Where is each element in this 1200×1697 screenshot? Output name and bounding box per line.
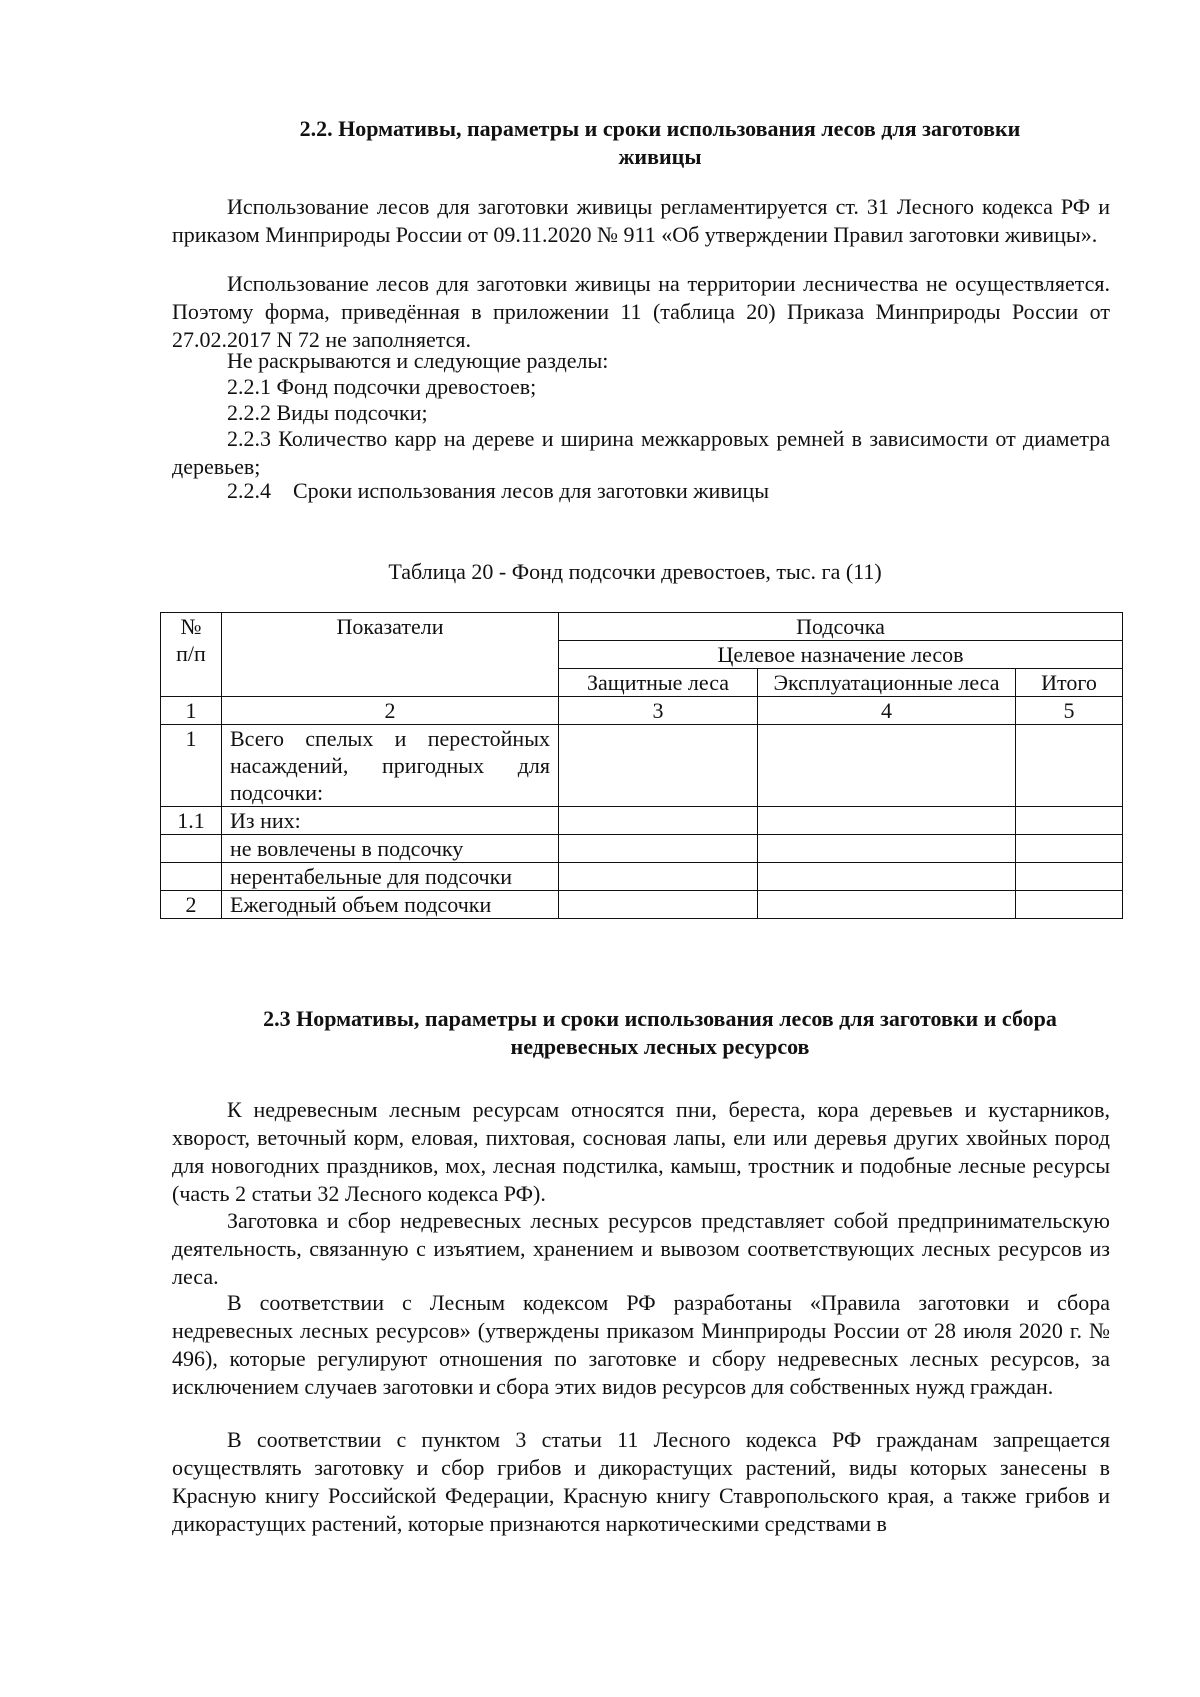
paragraph-entrepreneurial-activity: Заготовка и сбор недревесных лесных ресурсов представляет собой предпринимательскую деятельность, связанную с изъятием, хранением и вывозом соответствующих лесных ресурсов из леса. xyxy=(172,1208,1110,1289)
line-2-2-1: 2.2.1 Фонд подсочки древостоев; xyxy=(227,374,537,399)
section-2-2-heading xyxy=(240,115,1080,171)
empty-cell xyxy=(1016,863,1123,891)
row-label: Всего спелых и перестойных насаждений, пригодных для подсочки: xyxy=(222,725,559,807)
paragraph-red-book-prohibition: В соответствии с пунктом 3 статьи 11 Лесного кодекса РФ гражданам запрещается осуществлять заготовку и сбор грибов и дикорастущих растений, виды которых занесены в Красную книгу Российской Федерации, Красную книгу Ставропольского края, а также грибов и дикорастущих растений, которые признаются наркотическими средствами в xyxy=(172,1427,1110,1536)
table-row xyxy=(161,835,1123,863)
table-row xyxy=(161,863,1123,891)
row-num xyxy=(161,835,222,863)
table-20 xyxy=(160,612,1123,919)
row-label: нерентабельные для подсочки xyxy=(222,863,559,891)
col-number: 5 xyxy=(1016,697,1123,725)
table-20-caption: Таблица 20 - Фонд подсочки древостоев, тыс. га (11) xyxy=(388,559,882,584)
table-row xyxy=(161,891,1123,919)
empty-cell xyxy=(1016,835,1123,863)
empty-cell xyxy=(758,891,1016,919)
paragraph-resin-regulation: Использование лесов для заготовки живицы регламентируется ст. 31 Лесного кодекса РФ и приказом Минприроды России от 09.11.2020 № 911 «Об утверждении Правил заготовки живицы». xyxy=(172,194,1110,247)
header-total: Итого xyxy=(1016,669,1123,697)
header-podsochka: Подсочка xyxy=(559,613,1123,641)
empty-cell xyxy=(559,725,758,807)
row-num: 1.1 xyxy=(161,807,222,835)
empty-cell xyxy=(758,807,1016,835)
row-label: Ежегодный объем подсочки xyxy=(222,891,559,919)
row-num xyxy=(161,863,222,891)
row-label: не вовлечены в подсочку xyxy=(222,835,559,863)
col-number: 1 xyxy=(161,697,222,725)
header-purpose: Целевое назначение лесов xyxy=(559,641,1123,669)
paragraph-resin-not-used: Использование лесов для заготовки живицы на территории лесничества не осуществляется. Поэтому форма, приведённая в приложении 11 (таблица 20) Приказа Минприроды России от 27.02.2017 N 72 не заполняется. xyxy=(172,271,1110,352)
line-not-disclosed: Не раскрываются и следующие разделы: xyxy=(227,348,609,373)
section-2-3-title-line1: 2.3 Нормативы, параметры и сроки использования лесов для заготовки и сбора xyxy=(263,1006,1057,1031)
line-2-2-4: 2.2.4 Сроки использования лесов для заготовки живицы xyxy=(227,478,769,503)
empty-cell xyxy=(559,891,758,919)
section-2-3-title-line2: недревесных лесных ресурсов xyxy=(510,1034,810,1059)
row-num: 1 xyxy=(161,725,222,807)
paragraph-harvesting-rules: В соответствии с Лесным кодексом РФ разработаны «Правила заготовки и сбора недревесных лесных ресурсов» (утверждены приказом Минприроды России от 28 июля 2020 г. № 496), которые регулируют отношения по заготовке и сбору недревесных лесных ресурсов, за исключением случаев заготовки и сбора этих видов ресурсов для собственных нужд граждан. xyxy=(172,1290,1110,1399)
empty-cell xyxy=(559,807,758,835)
empty-cell xyxy=(758,863,1016,891)
section-2-2-title-line2: живицы xyxy=(618,144,702,169)
table-column-numbers-row xyxy=(161,697,1123,725)
table-row xyxy=(161,807,1123,835)
empty-cell xyxy=(1016,725,1123,807)
header-indicators: Показатели xyxy=(222,613,559,697)
row-label: Из них: xyxy=(222,807,559,835)
section-2-2-title-line1: 2.2. Нормативы, параметры и сроки использования лесов для заготовки xyxy=(299,116,1021,141)
row-num: 2 xyxy=(161,891,222,919)
section-2-3-heading xyxy=(176,1005,1144,1061)
col-number: 3 xyxy=(559,697,758,725)
header-num: № п/п xyxy=(161,613,222,697)
table-row xyxy=(161,725,1123,807)
table-header-row-1 xyxy=(161,613,1123,641)
col-number: 2 xyxy=(222,697,559,725)
empty-cell xyxy=(758,725,1016,807)
empty-cell xyxy=(1016,807,1123,835)
line-2-2-2: 2.2.2 Виды подсочки; xyxy=(227,400,428,425)
paragraph-non-timber-resources: К недревесным лесным ресурсам относятся пни, береста, кора деревьев и кустарников, хворост, веточный корм, еловая, пихтовая, сосновая лапы, ели или деревья других хвойных пород для новогодних праздников, мох, лесная подстилка, камыш, тростник и подобные лесные ресурсы (часть 2 статьи 32 Лесного кодекса РФ). xyxy=(172,1097,1110,1206)
header-exploitation: Эксплуатационные леса xyxy=(758,669,1016,697)
col-number: 4 xyxy=(758,697,1016,725)
paragraph-2-2-3: 2.2.3 Количество карр на дереве и ширина межкарровых ремней в зависимости от диаметра деревьев; xyxy=(172,426,1110,479)
empty-cell xyxy=(559,835,758,863)
empty-cell xyxy=(559,863,758,891)
empty-cell xyxy=(758,835,1016,863)
empty-cell xyxy=(1016,891,1123,919)
header-protective: Защитные леса xyxy=(559,669,758,697)
